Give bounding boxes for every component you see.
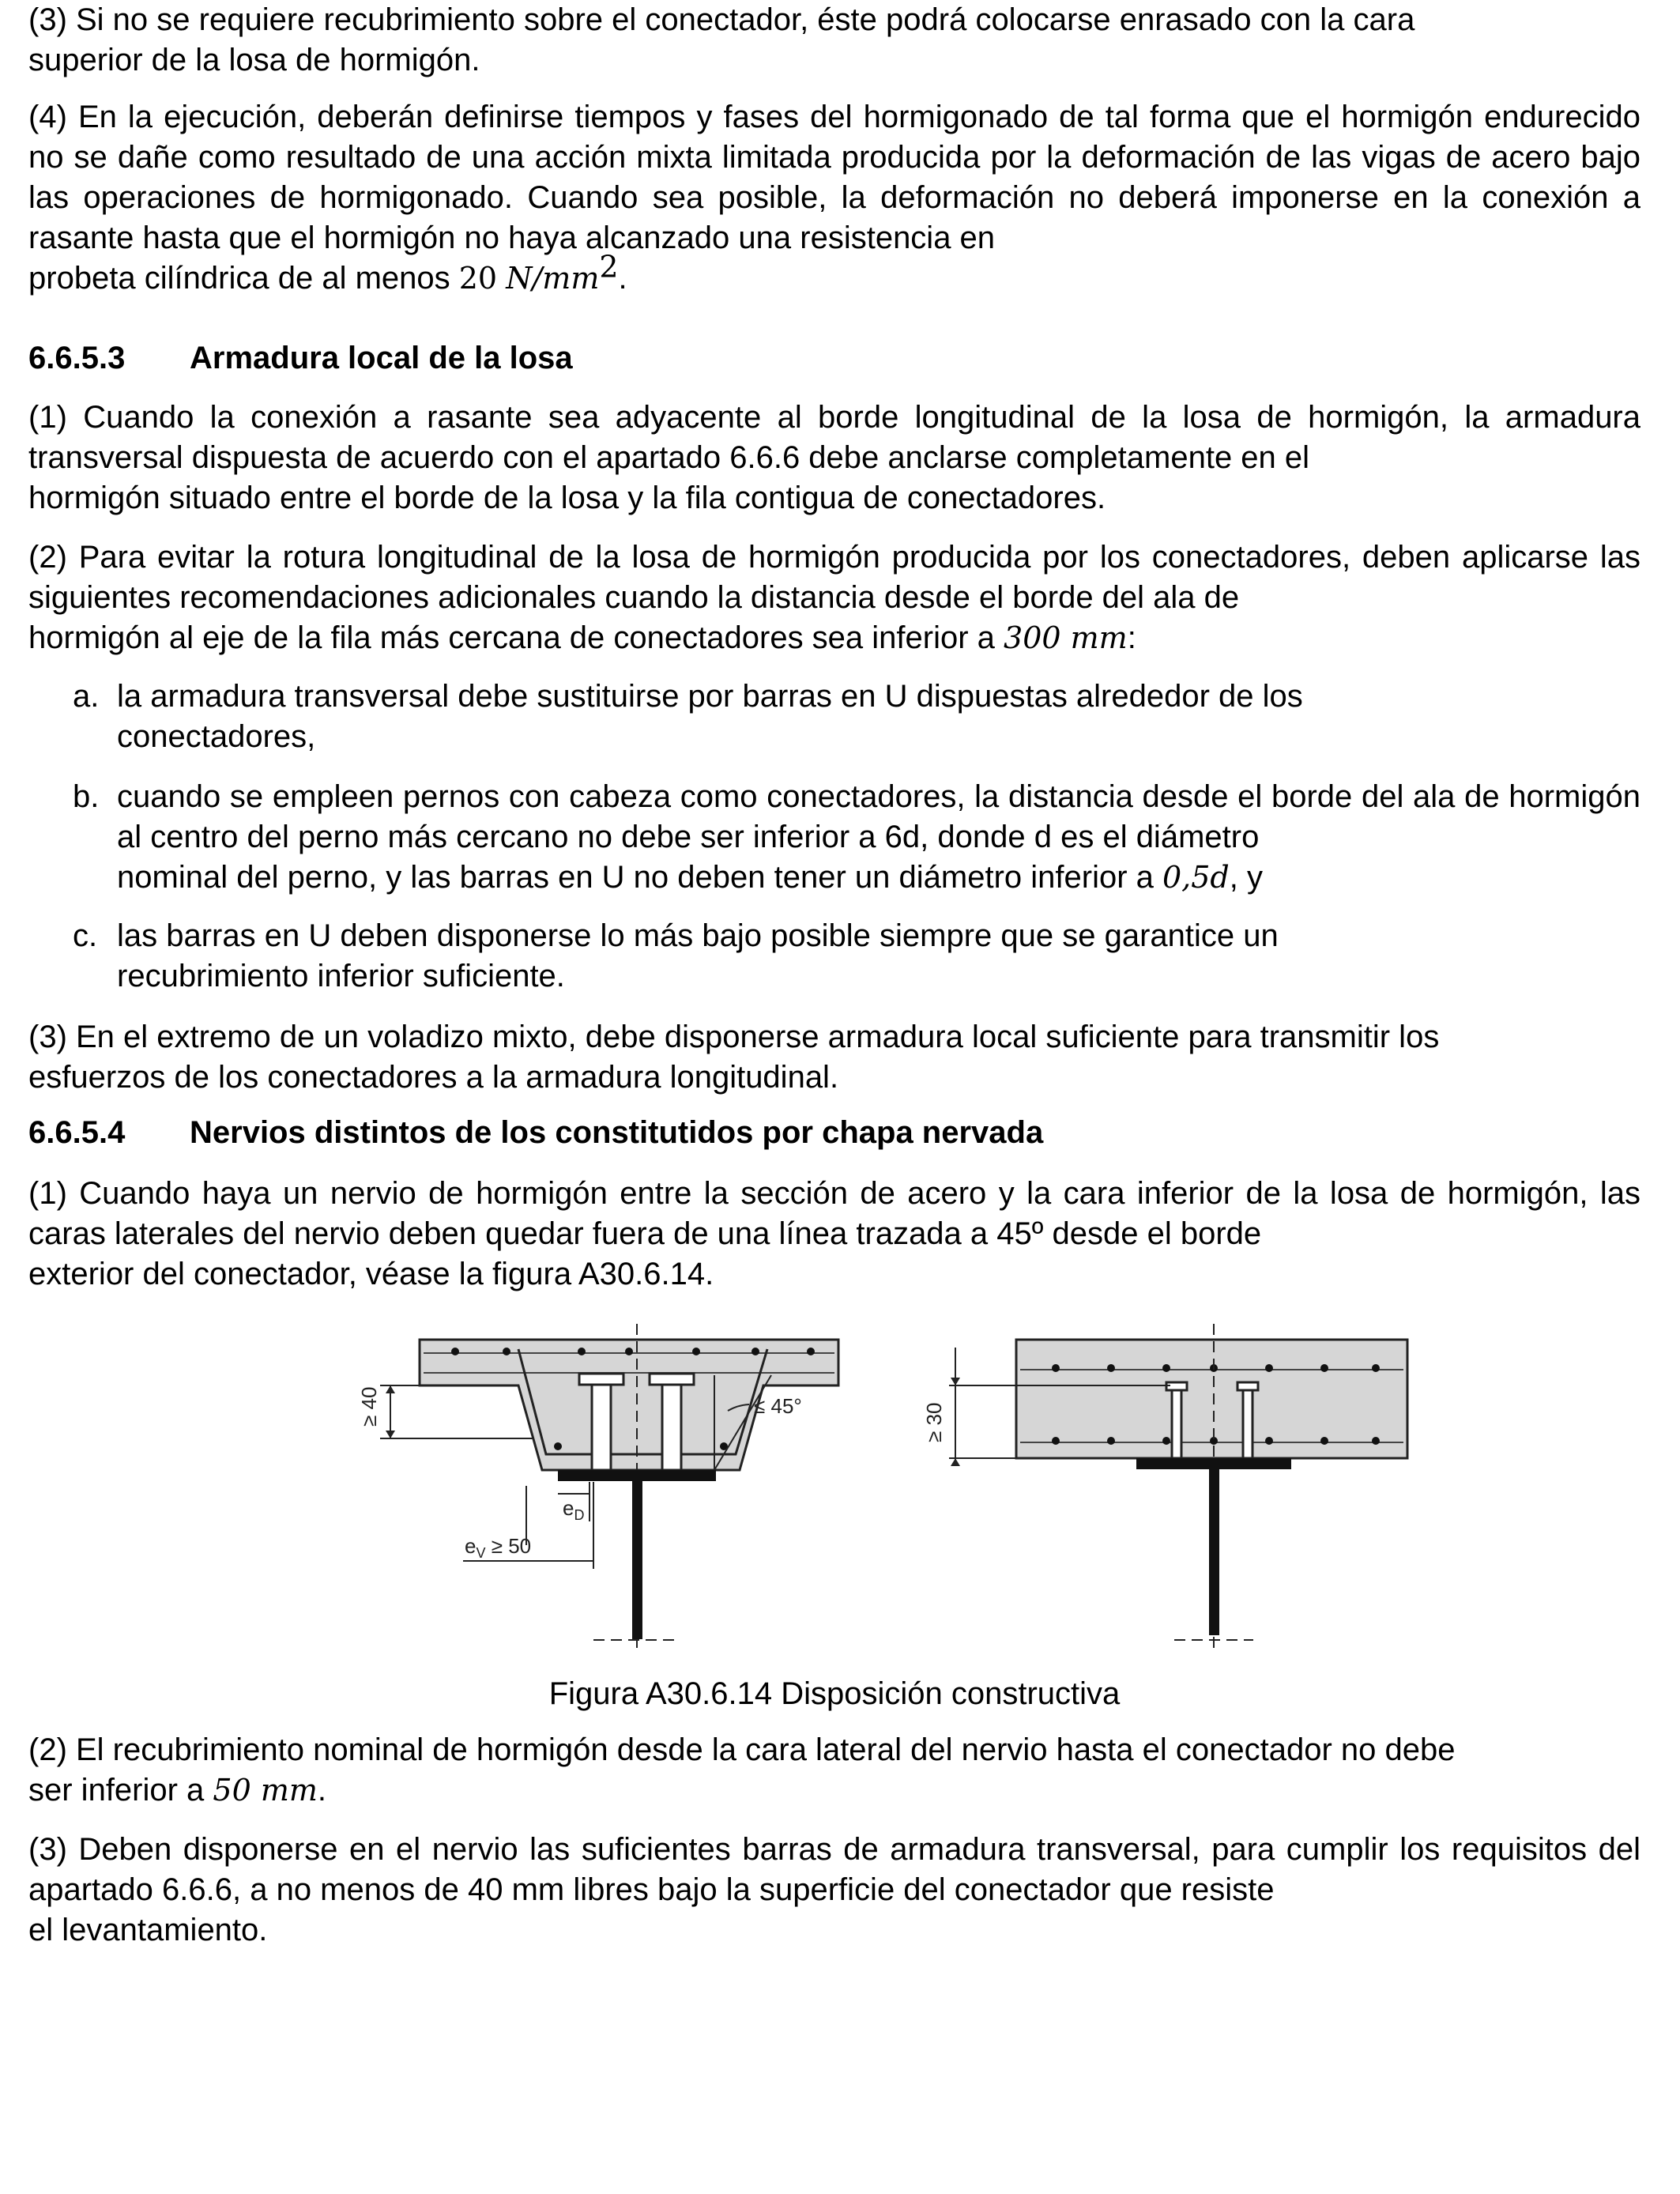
section-6654-paragraph-3: (3) Deben disponerse en el nervio las suficientes barras de armadura transversal, para cumplir los requisitos del apartado 6.6.6, a no menos de 40 mm libres bajo la superficie del conectador que resiste el levantamiento. (28, 1832, 1640, 1947)
dim-e-v: $e_V \ge 50$ (465, 1534, 532, 1561)
section-6653-paragraph-1: (1) Cuando la conexión a rasante sea adyacente al borde longitudinal de la losa de hormigón, la armadura transversal dispuesta de acuerdo con el apartado 6.6.6 debe anclarse completamente en el hormigón situado entre el borde de la losa y la fila contigua de conectadores. (28, 400, 1640, 515)
section-6653-paragraph-3: (3) En el extremo de un voladizo mixto, debe disponerse armadura local suficiente para transmitir los esfuerzos de los conectadores a la armadura longitudinal. (28, 1020, 1440, 1095)
right-diagram (922, 1324, 1407, 1648)
section-6654-paragraph-1: (1) Cuando haya un nervio de hormigón entre la sección de acero y la cara inferior de la losa de hormigón, las caras laterales del nervio deben quedar fuera de una línea trazada a 45º desde el borde exterior del conectador, véase la figura A30.6.14. (28, 1176, 1640, 1291)
list-item-c: c. las barras en U deben disponerse lo más bajo posible siempre que se garantice un recubrimiento inferior suficiente. (73, 918, 1279, 993)
paragraph-4: (4) En la ejecución, deberán definirse tiempos y fases del hormigonado de tal forma que el hormigón endurecido no se dañe como resultado de una acción mixta limitada producida por la deformación de las vigas de acero bajo las operaciones de hormigonado. Cuando sea posible, la deformación no deberá imponerse en la conexión a rasante hasta que el hormigón no haya alcanzado una resistencia en probeta cilíndrica de al menos 20 $N/mm^2$. (28, 100, 1640, 296)
figure-caption: Figura A30.6.14 Disposición constructiva (548, 1676, 1121, 1711)
list-item-b: b. cuando se empleen pernos con cabeza como conectadores, la distancia desde el borde del ala de hormigón al centro del perno más cercano no debe ser inferior a 6d, donde d es el diámetro nominal del perno, y las barras en U no deben tener un diámetro inferior a 0,5d, y (73, 779, 1640, 895)
dim-min-30: ≥ 30 (922, 1402, 946, 1442)
left-diagram (357, 1324, 838, 1648)
section-6654-paragraph-2: (2) El recubrimiento nominal de hormigón desde la cara lateral del nervio hasta el conectador no debe ser inferior a 50 mm. (28, 1732, 1456, 1808)
dim-min-40: ≥ 40 (357, 1386, 381, 1427)
section-heading-6654: 6.6.5.4 Nervios distintos de los constitutidos por chapa nervada (28, 1115, 1044, 1150)
paragraph-3-top: (3) Si no se requiere recubrimiento sobre el conectador, éste podrá colocarse enrasado con la cara superior de la losa de hormigón. (28, 2, 1415, 77)
steel-web (632, 1481, 642, 1639)
construction-detail-figure (297, 1316, 1419, 1656)
angle-label: ≤ 45° (754, 1394, 802, 1418)
steel-flange (558, 1470, 716, 1481)
list-item-a: a. la armadura transversal debe sustituirse por barras en U dispuestas alrededor de los conectadores, (73, 679, 1303, 754)
section-heading-6653: 6.6.5.3 Armadura local de la losa (28, 341, 573, 375)
dim-e-d: $e_D$ (563, 1496, 585, 1523)
section-6653-paragraph-2: (2) Para evitar la rotura longitudinal de la losa de hormigón producida por los conectadores, deben aplicarse las siguientes recomendaciones adicionales cuando la distancia desde el borde del ala de hormigón al eje de la fila más cercana de conectadores sea inferior a 300 mm: (28, 540, 1640, 655)
